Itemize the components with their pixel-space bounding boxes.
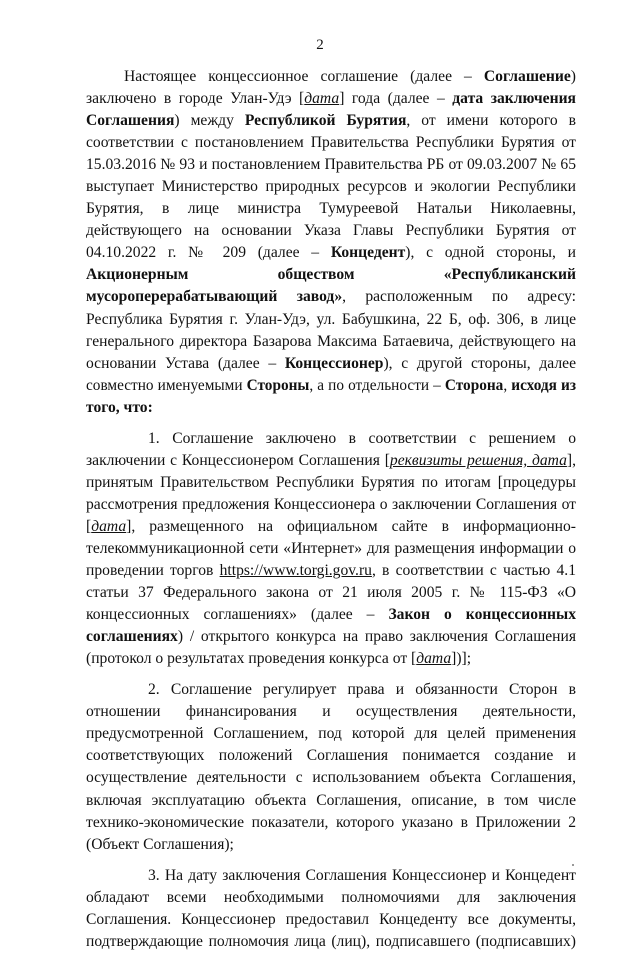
text-run: выступает Министерство природных ресурсов и экологии Республики bbox=[86, 178, 576, 196]
text-line bbox=[86, 931, 576, 953]
bold-term: Соглашения bbox=[86, 112, 175, 130]
text-line bbox=[86, 648, 576, 670]
text-run: ) между bbox=[174, 112, 245, 130]
bold-term: мусороперерабатывающий завод» bbox=[86, 288, 343, 306]
bold-term: дата заключения bbox=[452, 90, 576, 108]
text-line bbox=[86, 154, 576, 176]
text-line bbox=[86, 110, 576, 132]
text-line bbox=[86, 560, 576, 582]
text-line bbox=[86, 132, 576, 154]
text-line bbox=[86, 701, 576, 723]
bold-term: Республикой Бурятия bbox=[244, 112, 407, 130]
text-line bbox=[86, 812, 576, 834]
text-run: ] года (далее – bbox=[339, 90, 453, 108]
bold-term: того, что: bbox=[86, 398, 153, 416]
text-line bbox=[86, 66, 576, 88]
text-run: ), с одной стороны, и bbox=[405, 244, 576, 262]
torgi-link[interactable]: https://www.torgi.gov.ru bbox=[219, 562, 372, 580]
bold-term: Стороны bbox=[246, 376, 310, 394]
text-line bbox=[86, 767, 576, 789]
text-run: совместно именуемыми bbox=[86, 376, 247, 394]
bold-term: соглашениях bbox=[86, 628, 178, 646]
text-line bbox=[86, 397, 576, 419]
text-line bbox=[86, 198, 576, 220]
text-run: предусмотренной Соглашением, под которой для целей применения bbox=[86, 725, 576, 743]
text-run: Республика Бурятия г. Улан-Удэ, ул. Бабушкина, 22 Б, оф. 306, в лице bbox=[86, 310, 576, 328]
text-run: 15.03.2016 № 93 и постановлением Правительства РБ от 09.03.2007 № 65 bbox=[86, 156, 576, 174]
bold-term: Акционерным обществом «Республиканский bbox=[86, 266, 576, 284]
placeholder-field: дата bbox=[416, 650, 452, 668]
text-run: (протокол о результатах проведения конкурса от [ bbox=[86, 650, 417, 668]
text-line bbox=[86, 604, 576, 626]
text-run: технико-экономические показатели, которого указано в Приложении 2 bbox=[86, 813, 576, 831]
text-run: ], bbox=[566, 451, 576, 469]
text-line bbox=[86, 176, 576, 198]
text-line bbox=[86, 353, 576, 375]
text-line bbox=[86, 428, 576, 450]
text-line bbox=[86, 375, 576, 397]
text-run: Соглашения. Концессионер предоставил Концеденту все документы, bbox=[86, 910, 576, 928]
text-line bbox=[86, 264, 576, 286]
text-line bbox=[86, 538, 576, 560]
text-run: , в соответствии с частью 4.1 bbox=[371, 562, 577, 580]
text-line bbox=[86, 582, 576, 604]
text-line bbox=[86, 834, 576, 856]
text-line bbox=[86, 220, 576, 242]
text-line bbox=[86, 331, 576, 353]
text-line bbox=[86, 790, 576, 812]
text-line bbox=[86, 88, 576, 110]
text-run: генерального директора Базарова Максима Батаевича, действующего на bbox=[86, 332, 576, 350]
text-run: заключено в городе Улан-Удэ [ bbox=[86, 90, 305, 108]
bold-term: Концессионер bbox=[284, 354, 384, 372]
text-run: ) bbox=[570, 68, 576, 85]
paragraph-gap bbox=[86, 856, 576, 865]
text-run: , а по отдельности – bbox=[309, 376, 445, 394]
placeholder-field: дата bbox=[304, 90, 340, 108]
text-line bbox=[86, 887, 576, 909]
text-run: Настоящее концессионное соглашение (далее – bbox=[124, 68, 484, 85]
text-line bbox=[86, 309, 576, 331]
bold-term: Закон о концессионных bbox=[388, 606, 577, 624]
text-run: ) / открытого конкурса на право заключения Соглашения bbox=[177, 628, 576, 646]
text-line bbox=[86, 909, 576, 931]
text-line bbox=[86, 242, 576, 264]
text-line bbox=[86, 472, 576, 494]
text-run: подтверждающие полномочия лица (лиц), подписавшего (подписавших) bbox=[86, 932, 576, 950]
text-line bbox=[86, 626, 576, 648]
text-run: (Объект Соглашения); bbox=[86, 835, 234, 853]
text-run: статьи 37 Федерального закона от 21 июля 2005 г. № 115-ФЗ «О bbox=[86, 584, 576, 602]
text-run: рассмотрения предложения Концессионера о заключении Соглашения от bbox=[86, 495, 576, 513]
text-run: концессионных соглашениях» (далее – bbox=[86, 606, 389, 624]
text-run: 04.10.2022 г. № 209 (далее – bbox=[86, 244, 331, 262]
text-run: 3. На дату заключения Соглашения Концессионер и Концедент bbox=[148, 866, 576, 884]
placeholder-field: реквизиты решения, дата bbox=[389, 451, 567, 469]
text-run: включая эксплуатацию объекта Соглашения, описание, в том числе bbox=[86, 791, 576, 809]
bold-term: Сторона bbox=[444, 376, 504, 394]
page-number: 2 bbox=[316, 37, 324, 53]
bold-term: Соглашение bbox=[483, 68, 571, 85]
placeholder-field: дата bbox=[91, 517, 127, 535]
text-run: 2. Соглашение регулирует права и обязанности Сторон в bbox=[148, 681, 576, 699]
text-run: принятым Правительством Республики Бурятия по итогам [процедуры bbox=[86, 473, 576, 491]
text-line bbox=[86, 286, 576, 308]
text-line bbox=[86, 723, 576, 745]
text-run: действующего на основании Указа Главы Республики Бурятия от bbox=[86, 222, 576, 240]
text-run: осуществление деятельности с использованием объекта Соглашения, bbox=[86, 769, 576, 787]
paragraph-gap bbox=[86, 670, 576, 679]
text-run: основании Устава (далее – bbox=[86, 354, 285, 372]
text-run: проведении торгов bbox=[86, 562, 220, 580]
text-run: ])]; bbox=[451, 650, 472, 668]
scan-speck bbox=[572, 864, 574, 866]
bold-term: Концедент bbox=[330, 244, 406, 262]
text-line bbox=[86, 494, 576, 516]
text-line bbox=[86, 679, 576, 701]
text-run: ], размещенного на официальном сайте в информационно- bbox=[126, 517, 576, 535]
text-run: телекоммуникационной сети «Интернет» для размещения информации о bbox=[86, 539, 576, 557]
text-run: заключении с Концессионером Соглашения [ bbox=[86, 451, 390, 469]
text-line bbox=[86, 450, 576, 472]
bold-term: исходя из bbox=[511, 376, 576, 394]
document-body bbox=[86, 66, 576, 953]
text-run: отношении финансирования и осуществления деятельности, bbox=[86, 703, 576, 721]
text-run: Бурятия, в лице министра Тумуреевой Натальи Николаевны, bbox=[86, 200, 576, 218]
text-run: , bbox=[503, 376, 512, 394]
text-line bbox=[86, 745, 576, 767]
text-line bbox=[86, 865, 576, 887]
text-run: , расположенным по адресу: bbox=[342, 288, 576, 306]
text-run: , от имени которого в bbox=[406, 112, 577, 130]
text-run: соответствии с постановлением Правительства Республики Бурятия от bbox=[86, 134, 576, 152]
text-run: соответствующих положений Соглашения понимается создание и bbox=[86, 747, 576, 765]
text-run: обладают всеми необходимыми полномочиями для заключения bbox=[86, 888, 576, 906]
text-line bbox=[86, 516, 576, 538]
paragraph-gap bbox=[86, 419, 576, 428]
text-run: [ bbox=[86, 517, 92, 535]
text-run: ), с другой стороны, далее bbox=[383, 354, 576, 372]
text-run: 1. Соглашение заключено в соответствии с решением о bbox=[148, 429, 576, 447]
